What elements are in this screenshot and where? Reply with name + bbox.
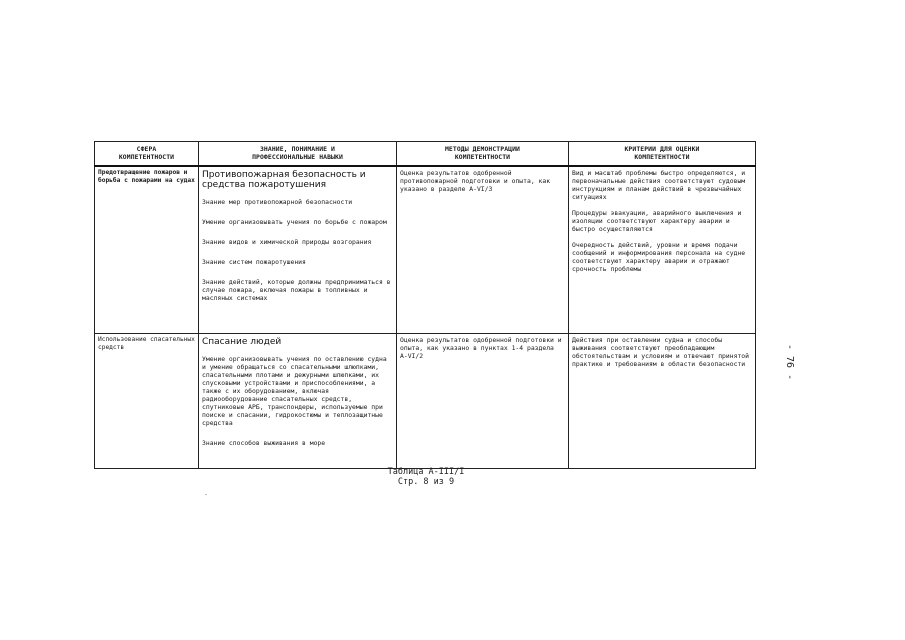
page-counter: Стр. 8 из 9 xyxy=(397,477,455,487)
criteria-text: Действия при оставлении судна и способы выживания соответствуют преобладающим обстоятельствам и условиям и отвечают принятой практике и требованиям в области безопасности xyxy=(572,336,749,368)
cell-method xyxy=(397,166,569,334)
competence-table xyxy=(94,141,756,469)
header-knowledge: ЗНАНИЕ, ПОНИМАНИЕ И ПРОФЕССИОНАЛЬНЫЕ НАВЫКИ xyxy=(199,142,397,167)
knowledge-heading: Спасание людей xyxy=(202,337,282,347)
table-row xyxy=(95,334,756,469)
knowledge-item: Знание систем пожаротушения xyxy=(202,258,306,266)
header-methods: МЕТОДЫ ДЕМОНСТРАЦИИ КОМПЕТЕНТНОСТИ xyxy=(397,142,569,167)
criteria-text: Вид и масштаб проблемы быстро определяются, и первоначальные действия соответствуют судовым инструкциям и планам действий в чрезвычайных ситуациях xyxy=(572,169,746,201)
cell-area xyxy=(95,334,199,469)
header-criteria: КРИТЕРИИ ДЛЯ ОЦЕНКИ КОМПЕТЕНТНОСТИ xyxy=(569,142,756,167)
page-number: - 76 - xyxy=(784,344,795,381)
cell-criteria xyxy=(569,334,756,469)
competence-area: Предотвращение пожаров и борьба с пожарами на судах xyxy=(98,169,195,184)
table-reference: Таблица A-III/I xyxy=(387,467,465,477)
scan-speck xyxy=(205,494,207,495)
method-text: Оценка результатов одобренной подготовки и опыта, как указано в пунктах 1-4 раздела A-VI/2 xyxy=(400,336,562,360)
knowledge-item: Знание мер противопожарной безопасности xyxy=(202,198,353,206)
knowledge-item: Знание способов выживания в море xyxy=(202,439,326,447)
header-area: СФЕРА КОМПЕТЕНТНОСТИ xyxy=(95,142,199,167)
knowledge-item: Знание видов и химической природы возгорания xyxy=(202,238,372,246)
cell-knowledge xyxy=(199,166,397,334)
knowledge-item: Знание действий, которые должны предприниматься в случае пожара, включая пожары в топливных и масляных системах xyxy=(202,278,391,302)
competence-area: Использование спасательных средств xyxy=(98,336,195,351)
table-row xyxy=(95,166,756,334)
knowledge-item: Умение организовывать учения по оставлению судна и умение обращаться со спасательными шлюпками, спасательными плотами и дежурными шлюпками, их спусковыми устройствами и приспособлениями, а также с их оборудованием, включая радиооборудование спасательных средств, спутниковые АРБ, транспондеры, используемые при поиске и спасании, гидрокостюмы и теплозащитные средства xyxy=(202,355,387,427)
method-text: Оценка результатов одобренной противопожарной подготовки и опыта, как указано в разделе A-VI/3 xyxy=(400,169,551,193)
cell-criteria xyxy=(569,166,756,334)
cell-knowledge xyxy=(199,334,397,469)
cell-method xyxy=(397,334,569,469)
cell-area xyxy=(95,166,199,334)
criteria-text: Очередность действий, уровни и время подачи сообщений и информирования персонала на судне соответствуют характеру аварии и отражают срочность проблемы xyxy=(572,241,746,273)
knowledge-item: Умение организовывать учения по борьбе с пожаром xyxy=(202,218,387,226)
table-header-row xyxy=(95,142,756,167)
knowledge-heading: Противопожарная безопасность и средства пожаротушения xyxy=(202,170,366,190)
criteria-text: Процедуры эвакуации, аварийного выключения и изоляции соответствуют характеру аварии и быстро осуществляются xyxy=(572,209,742,233)
